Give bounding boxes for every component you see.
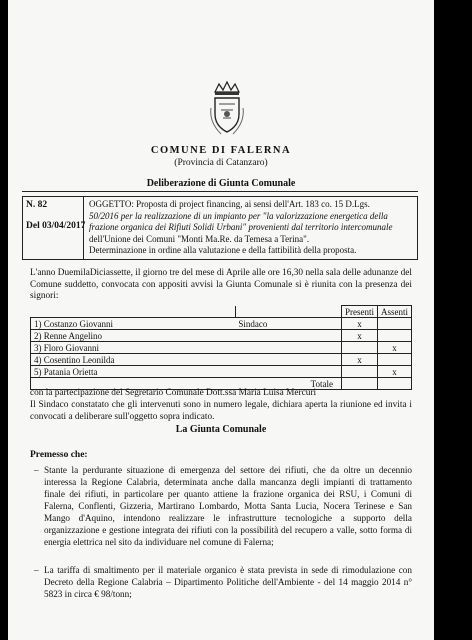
member-role: Sindaco bbox=[235, 318, 341, 330]
scan-border bbox=[434, 0, 472, 640]
oggetto-line: frazione organica dei Rifiuti Solidi Urbani" provenienti dal territorio intercomunale bbox=[89, 222, 393, 232]
premessa-text: La tariffa di smaltimento per il materiale organico è stata prevista in sede di rimodulazione con Decreto della Regione Calabria – Dipartimento Politiche dell'Ambiente - del 14 maggio 2014 n° 5823 in circa € 98/tonn; bbox=[44, 565, 412, 599]
deliberazione-title: Deliberazione di Giunta Comunale bbox=[146, 178, 296, 189]
comune-title: COMUNE DI FALERNA bbox=[150, 145, 292, 156]
table-row bbox=[31, 354, 412, 366]
giunta-heading: La Giunta Comunale bbox=[175, 424, 267, 435]
assente-mark bbox=[378, 318, 412, 330]
member-role bbox=[235, 342, 341, 354]
member-name: 5) Patania Orietta bbox=[31, 366, 236, 378]
assente-mark bbox=[378, 354, 412, 366]
oggetto-line: Determinazione in ordine alla valutazione e della fattibilità della proposta. bbox=[89, 245, 357, 255]
atto-numero: N. 82 bbox=[26, 200, 48, 210]
oggetto-text bbox=[89, 199, 415, 257]
presente-mark: x bbox=[342, 354, 378, 366]
provincia-subtitle: (Provincia di Catanzaro) bbox=[174, 158, 268, 168]
table-row bbox=[31, 330, 412, 342]
member-role bbox=[235, 330, 341, 342]
premessa-item bbox=[34, 464, 412, 548]
presente-mark bbox=[342, 366, 378, 378]
member-name: 4) Cosentino Leonilda bbox=[31, 354, 236, 366]
table-row bbox=[31, 366, 412, 378]
presente-mark: x bbox=[342, 318, 378, 330]
member-role bbox=[235, 354, 341, 366]
intro-paragraph: L'anno DuemilaDiciassette, il giorno tre del mese di Aprile alle ore 16,30 nella sala delle adunanze del Comune suddetto, convocata con appositi avvisi la Giunta Comunale si è riunita con la presenza dei signori: bbox=[30, 268, 412, 301]
presente-mark bbox=[342, 342, 378, 354]
member-name: 1) Costanzo Giovanni bbox=[31, 318, 236, 330]
oggetto-line: 50/2016 per la realizzazione di un impianto per "la valorizzazione energetica della bbox=[89, 210, 388, 221]
table-header-row bbox=[31, 306, 412, 318]
document-page bbox=[8, 0, 434, 640]
totale-label: Totale bbox=[31, 378, 342, 390]
sindaco-paragraph: Il Sindaco constatato che gli intervenuti sono in numero legale, dichiara aperta la riunione ed invita i convocati a deliberare sull'oggetto sopra indicato. bbox=[30, 400, 412, 422]
table-row bbox=[31, 318, 412, 330]
col-presenti: Presenti bbox=[342, 306, 378, 318]
partecipazione-line: con la partecipazione del Segretario Comunale Dott.ssa Maria Luisa Mercuri bbox=[30, 388, 317, 398]
premesso-heading: Premesso che: bbox=[30, 450, 88, 460]
assente-mark: x bbox=[378, 366, 412, 378]
coat-of-arms-emblem bbox=[207, 78, 247, 138]
member-role bbox=[235, 366, 341, 378]
oggetto-line: OGGETTO: Proposta di project financing, ai sensi dell'Art. 183 co. 15 D.Lgs. bbox=[89, 199, 370, 209]
member-name: 2) Renne Angelino bbox=[31, 330, 236, 342]
dash-bullet: – bbox=[34, 465, 39, 475]
assente-mark: x bbox=[378, 342, 412, 354]
premessa-item bbox=[34, 564, 412, 600]
col-assenti: Assenti bbox=[378, 306, 412, 318]
presente-mark: x bbox=[342, 330, 378, 342]
table-row bbox=[31, 342, 412, 354]
atto-data: Del 03/04/2017 bbox=[26, 221, 86, 231]
divider bbox=[22, 191, 418, 192]
oggetto-box bbox=[22, 196, 418, 260]
dash-bullet: – bbox=[34, 565, 39, 575]
presenze-table bbox=[30, 305, 412, 390]
premessa-text: Stante la perdurante situazione di emergenza del settore dei rifiuti, che da oltre un decennio interessa la Regione Calabria, determinata anche dalla mancanza degli impianti di trattamento finale dei rifiuti, in particolare per quanto attiene la frazione organica dei RSU, i Comuni di Falerna, Conflenti, Gizzeria, Martirano Lombardo, Motta Santa Lucia, Nocera Terinese e San Mango d'Aquino, intendono realizzare le infrastrutture tecnologiche a supporto della organizzazione e gestione integrata dei rifiuti con la possibilità del recupero a valle, sotto forma di energia elettrica nel sito da individuare nel comune di Falerna; bbox=[44, 465, 412, 547]
member-name: 3) Floro Giovanni bbox=[31, 342, 236, 354]
assente-mark bbox=[378, 330, 412, 342]
oggetto-line: dell'Unione dei Comuni "Monti Ma.Re. da Temesa a Terina". bbox=[89, 233, 310, 244]
